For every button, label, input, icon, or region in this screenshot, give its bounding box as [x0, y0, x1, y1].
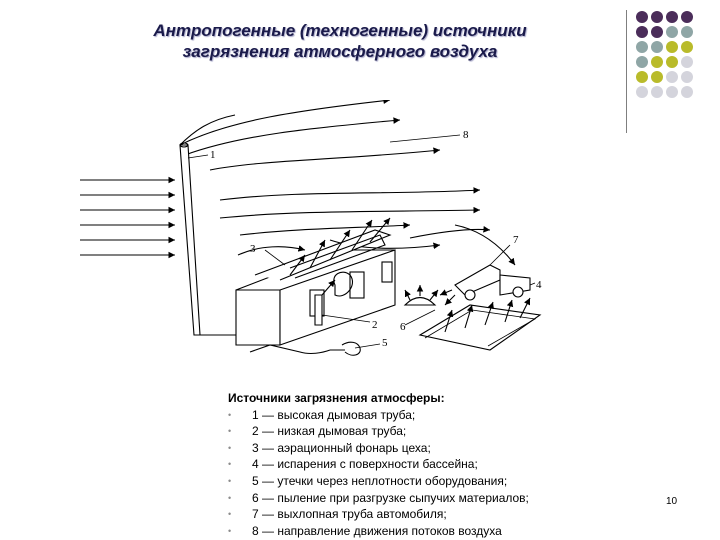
air-flow-lines	[80, 100, 515, 265]
slide-title-line-1: Антропогенные (техногенные) источники	[153, 21, 527, 40]
decorative-dot	[681, 86, 693, 98]
legend-item	[228, 490, 648, 507]
vehicle-exhaust	[440, 265, 530, 305]
callout-6: 6	[400, 321, 406, 333]
bulk-unloading	[405, 285, 438, 305]
decorative-divider	[626, 10, 627, 133]
bullet-icon: •	[228, 442, 232, 453]
legend-item	[228, 440, 648, 457]
decorative-dot	[666, 11, 678, 23]
page-number: 10	[666, 496, 678, 507]
legend-item	[228, 407, 648, 424]
slide-title	[60, 20, 620, 62]
legend-item-text: 4 — испарения с поверхности бассейна;	[252, 457, 478, 472]
decorative-dot	[666, 41, 678, 53]
legend-item-text: 3 — аэрационный фонарь цеха;	[252, 440, 431, 455]
bullet-icon: •	[228, 409, 232, 420]
low-smoke-stack	[315, 295, 322, 325]
decorative-dot	[651, 11, 663, 23]
decorative-dot	[636, 26, 648, 38]
decorative-dot	[636, 71, 648, 83]
decorative-dot	[681, 71, 693, 83]
decorative-dot	[651, 71, 663, 83]
legend-item-text: 8 — направление движения потоков воздуха	[252, 523, 502, 538]
callout-7: 7	[513, 234, 519, 246]
decorative-dot	[636, 56, 648, 68]
decorative-dot	[681, 56, 693, 68]
decorative-dot	[651, 86, 663, 98]
decorative-dot	[636, 41, 648, 53]
legend-item-text: 1 — высокая дымовая труба;	[252, 407, 416, 422]
callout-1: 1	[210, 149, 216, 161]
legend-item-text: 5 — утечки через неплотности оборудования;	[252, 473, 508, 488]
legend-list	[228, 407, 648, 540]
legend-item	[228, 523, 648, 540]
legend-item-text: 7 — выхлопная труба автомобиля;	[252, 507, 447, 522]
decorative-dot	[636, 86, 648, 98]
decorative-dot	[681, 11, 693, 23]
evaporation-basin	[420, 298, 540, 350]
decorative-dot	[651, 41, 663, 53]
decorative-dot	[651, 26, 663, 38]
callout-4: 4	[536, 279, 542, 291]
decorative-dot	[666, 26, 678, 38]
bullet-icon: •	[228, 509, 232, 520]
legend	[228, 390, 648, 539]
legend-item	[228, 473, 648, 490]
decorative-dot	[636, 11, 648, 23]
decorative-dot	[651, 56, 663, 68]
decorative-dot	[681, 26, 693, 38]
pollution-sources-diagram	[60, 100, 560, 370]
high-smoke-stack	[180, 143, 240, 335]
legend-item-text: 6 — пыление при разгрузке сыпучих материалов;	[252, 490, 529, 505]
decorative-dot	[681, 41, 693, 53]
bullet-icon: •	[228, 525, 232, 536]
decorative-dot	[666, 86, 678, 98]
decorative-dot	[666, 71, 678, 83]
bullet-icon: •	[228, 492, 232, 503]
callout-5: 5	[382, 337, 388, 349]
legend-item	[228, 456, 648, 473]
callout-2: 2	[372, 319, 378, 331]
decorative-dot	[666, 56, 678, 68]
legend-item	[228, 423, 648, 440]
callout-8: 8	[463, 129, 469, 141]
bullet-icon: •	[228, 426, 232, 437]
legend-item-text: 2 — низкая дымовая труба;	[252, 424, 407, 439]
bullet-icon: •	[228, 459, 232, 470]
callout-3: 3	[250, 243, 256, 255]
slide-title-line-2: загрязнения атмосферного воздуха	[182, 42, 498, 61]
bullet-icon: •	[228, 475, 232, 486]
legend-heading: Источники загрязнения атмосферы:	[228, 391, 445, 405]
legend-item	[228, 506, 648, 523]
